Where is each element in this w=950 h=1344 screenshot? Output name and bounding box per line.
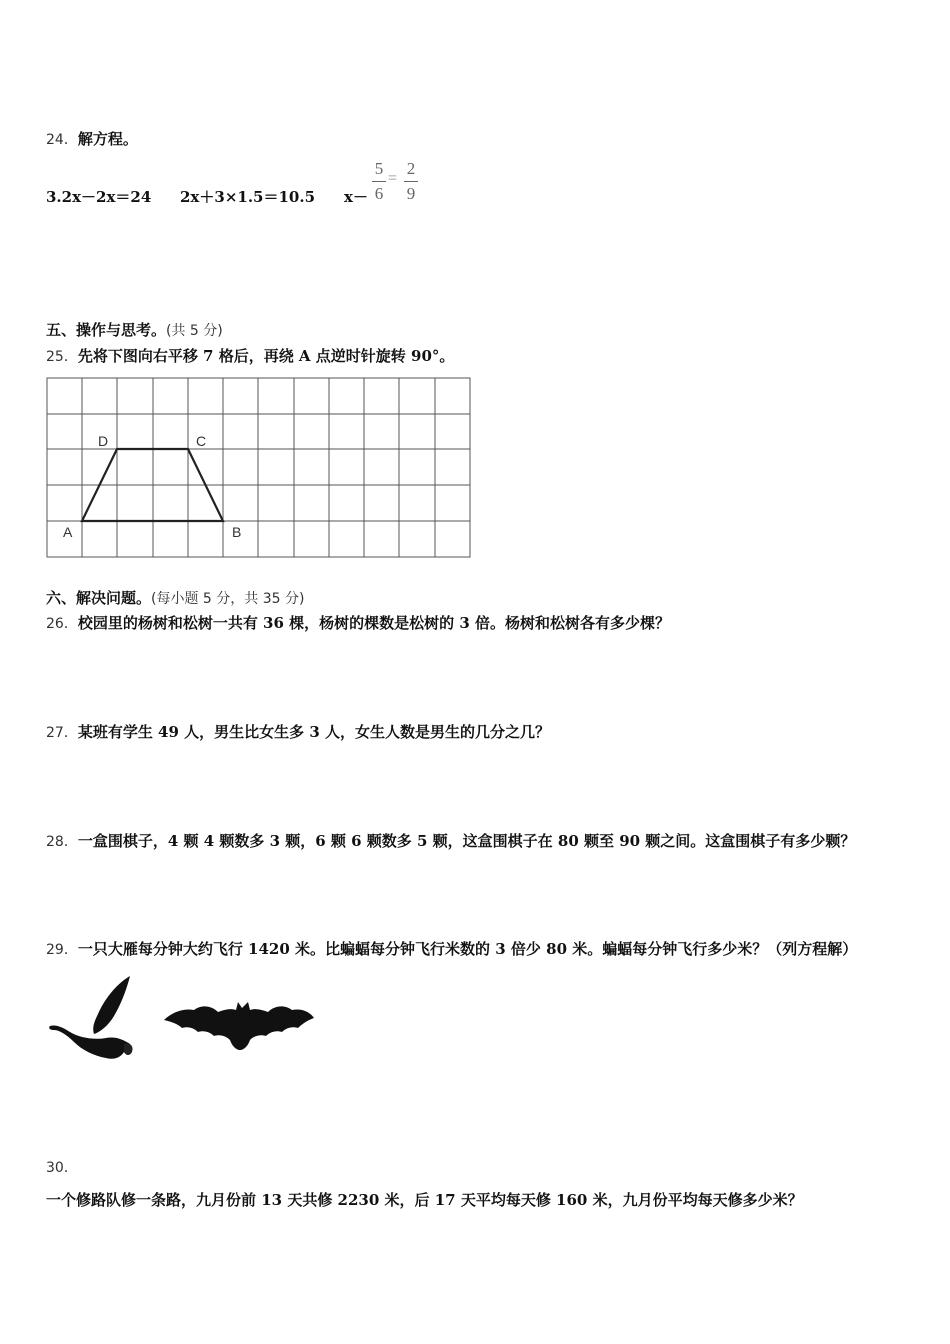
q24-equation-3-prefix: x－ bbox=[344, 188, 368, 206]
section-5-title: 五、操作与思考。 bbox=[46, 321, 167, 339]
fraction-denominator: 9 bbox=[406, 184, 416, 203]
q26-heading bbox=[46, 612, 670, 633]
q24-number: 24． bbox=[46, 132, 78, 148]
section-5-heading bbox=[46, 319, 223, 340]
q29-heading bbox=[46, 938, 857, 959]
q25-text: 先将下图向右平移 7 格后，再绕 A 点逆时针旋转 90°。 bbox=[77, 347, 455, 365]
fraction-bar bbox=[372, 181, 386, 182]
q27-heading bbox=[46, 721, 550, 742]
label-d: D bbox=[98, 433, 109, 449]
fraction-bar bbox=[404, 181, 418, 182]
q26-number: 26． bbox=[46, 616, 78, 632]
q24-equals-sign: = bbox=[388, 170, 398, 187]
q24-fraction-two-ninths bbox=[404, 158, 418, 205]
q27-text: 某班有学生 49 人，男生比女生多 3 人，女生人数是男生的几分之几？ bbox=[77, 723, 551, 741]
label-c: C bbox=[196, 433, 207, 449]
q24-equation-1: 3.2x－2x＝24 bbox=[46, 188, 152, 206]
q24-heading bbox=[46, 128, 138, 149]
grid-lines bbox=[47, 378, 470, 557]
q26-text: 校园里的杨树和松树一共有 36 棵，杨树的棵数是松树的 3 倍。杨树和松树各有多少棵？ bbox=[77, 614, 671, 632]
q25-number: 25． bbox=[46, 349, 78, 365]
wild-goose-image bbox=[46, 972, 138, 1064]
fraction-numerator: 2 bbox=[406, 159, 416, 178]
goose-wing-icon bbox=[93, 976, 130, 1034]
q24-title: 解方程。 bbox=[77, 130, 138, 148]
section-5-score: (共 5 分) bbox=[166, 323, 223, 339]
q30-number: 30． bbox=[46, 1160, 78, 1176]
q30-number-line bbox=[46, 1157, 78, 1177]
bat-wings-icon bbox=[164, 1002, 314, 1050]
q27-number: 27． bbox=[46, 725, 78, 741]
fraction-numerator: 5 bbox=[374, 159, 384, 178]
section-6-title: 六、解决问题。 bbox=[46, 589, 152, 607]
q28-heading bbox=[46, 830, 855, 851]
q29-number: 29． bbox=[46, 942, 78, 958]
section-6-score: (每小题 5 分，共 35 分) bbox=[151, 591, 305, 607]
bat-image bbox=[162, 998, 316, 1052]
q25-heading bbox=[46, 345, 454, 366]
q24-equation-2: 2x＋3×1.5＝10.5 bbox=[180, 188, 316, 206]
section-6-heading bbox=[46, 587, 304, 608]
q28-number: 28． bbox=[46, 834, 78, 850]
label-b: B bbox=[232, 524, 242, 540]
q29-text: 一只大雁每分钟大约飞行 1420 米。比蝙蝠每分钟飞行米数的 3 倍少 80 米。蝙蝠每分钟飞行多少米？（列方程解） bbox=[77, 940, 858, 958]
q28-text: 一盒围棋子，4 颗 4 颗数多 3 颗，6 颗 6 颗数多 5 颗，这盒围棋子在 80 颗至 90 颗之间。这盒围棋子有多少颗？ bbox=[77, 832, 856, 850]
goose-tail-icon bbox=[124, 1043, 133, 1055]
label-a: A bbox=[63, 524, 73, 540]
q25-grid-figure bbox=[46, 377, 472, 559]
q24-fraction-five-sixths bbox=[372, 158, 386, 205]
goose-body-icon bbox=[49, 1025, 131, 1058]
fraction-denominator: 6 bbox=[374, 184, 384, 203]
q30-text: 一个修路队修一条路，九月份前 13 天共修 2230 米，后 17 天平均每天修 160 米，九月份平均每天修多少米？ bbox=[46, 1191, 803, 1209]
